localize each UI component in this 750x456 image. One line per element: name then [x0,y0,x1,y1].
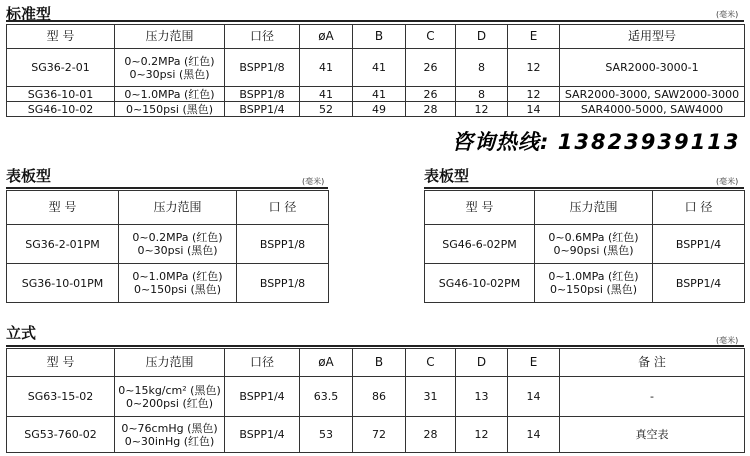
header-pressure-range: 压力范围 [535,191,653,225]
cell-dim-a: 41 [300,49,353,87]
cell-port: BSPP1/4 [225,377,300,417]
cell-dim-d: 12 [456,102,508,117]
panel-left-unit-label: (毫米) [302,177,325,186]
cell-dim-d: 12 [456,417,508,453]
standard-spec-table [6,24,745,117]
cell-dim-c: 26 [406,49,456,87]
header-pressure-range: 压力范围 [119,191,237,225]
cell-port: BSPP1/8 [225,49,300,87]
cell-model: SG46-10-02PM [425,264,535,303]
header-dim-c: C [406,25,456,49]
cell-dim-b: 41 [353,49,406,87]
header-dim-a: øA [300,25,353,49]
panel-right-section-title: 表板型 [424,167,470,185]
panel-left-spec-table [6,190,329,303]
panel-right-divider [424,187,744,189]
cell-dim-b: 49 [353,102,406,117]
header-model: 型 号 [425,191,535,225]
cell-dim-a: 41 [300,87,353,102]
standard-section-title: 标准型 [6,5,52,23]
header-dim-d: D [456,25,508,49]
cell-dim-b: 41 [353,87,406,102]
cell-port: BSPP1/8 [237,225,329,264]
cell-pressure-range: 0~0.2MPa (红色) 0~30psi (黑色) [119,225,237,264]
cell-dim-c: 28 [406,102,456,117]
hotline-label: 咨询热线: [452,130,550,154]
header-dim-b: B [353,25,406,49]
cell-applicable-model: SAR2000-3000, SAW2000-3000 [560,87,745,102]
header-dim-a: øA [300,349,353,377]
cell-dim-c: 26 [406,87,456,102]
header-port: 口径 [225,25,300,49]
cell-model: SG63-15-02 [7,377,115,417]
cell-model: SG36-10-01 [7,87,115,102]
panel-left-divider [6,187,328,189]
cell-pressure-range: 0~1.0MPa (红色) [115,87,225,102]
cell-dim-e: 12 [508,87,560,102]
vertical-section-title: 立式 [6,324,37,342]
table-row [7,102,745,117]
table-row [7,377,745,417]
header-dim-e: E [508,349,560,377]
cell-dim-e: 12 [508,49,560,87]
cell-dim-d: 13 [456,377,508,417]
cell-port: BSPP1/8 [237,264,329,303]
vertical-divider [6,345,744,347]
cell-note: - [560,377,745,417]
standard-unit-label: (毫米) [716,10,739,19]
cell-dim-a: 53 [300,417,353,453]
cell-port: BSPP1/4 [653,225,745,264]
cell-dim-e: 14 [508,102,560,117]
cell-pressure-range: 0~76cmHg (黑色) 0~30inHg (红色) [115,417,225,453]
header-applicable-model: 适用型号 [560,25,745,49]
cell-pressure-range: 0~150psi (黑色) [115,102,225,117]
table-header-row [7,25,745,49]
header-dim-d: D [456,349,508,377]
cell-dim-e: 14 [508,377,560,417]
panel-right-spec-table [424,190,745,303]
header-model: 型 号 [7,191,119,225]
header-note: 备 注 [560,349,745,377]
cell-dim-d: 8 [456,49,508,87]
header-pressure-range: 压力范围 [115,25,225,49]
table-row [7,225,329,264]
standard-divider [6,20,744,22]
cell-port: BSPP1/8 [225,87,300,102]
header-pressure-range: 压力范围 [115,349,225,377]
table-row [425,225,745,264]
vertical-spec-table [6,348,745,453]
cell-port: BSPP1/4 [653,264,745,303]
hotline-number: 13823939113 [557,130,741,154]
cell-model: SG53-760-02 [7,417,115,453]
cell-dim-a: 63.5 [300,377,353,417]
cell-applicable-model: SAR2000-3000-1 [560,49,745,87]
cell-dim-d: 8 [456,87,508,102]
panel-right-unit-label: (毫米) [716,177,739,186]
table-row [7,417,745,453]
table-row [7,264,329,303]
vertical-unit-label: (毫米) [716,336,739,345]
cell-dim-c: 28 [406,417,456,453]
header-dim-e: E [508,25,560,49]
cell-applicable-model: SAR4000-5000, SAW4000 [560,102,745,117]
header-model: 型 号 [7,349,115,377]
table-row [7,49,745,87]
cell-dim-e: 14 [508,417,560,453]
header-dim-c: C [406,349,456,377]
header-port: 口径 [225,349,300,377]
cell-pressure-range: 0~1.0MPa (红色) 0~150psi (黑色) [119,264,237,303]
cell-pressure-range: 0~0.2MPa (红色) 0~30psi (黑色) [115,49,225,87]
cell-dim-c: 31 [406,377,456,417]
header-dim-b: B [353,349,406,377]
cell-dim-b: 72 [353,417,406,453]
cell-pressure-range: 0~0.6MPa (红色) 0~90psi (黑色) [535,225,653,264]
cell-pressure-range: 0~15kg/cm² (黑色) 0~200psi (红色) [115,377,225,417]
hotline-banner [452,126,740,156]
cell-model: SG46-10-02 [7,102,115,117]
table-row [7,87,745,102]
cell-dim-a: 52 [300,102,353,117]
cell-dim-b: 86 [353,377,406,417]
cell-pressure-range: 0~1.0MPa (红色) 0~150psi (黑色) [535,264,653,303]
cell-model: SG36-2-01 [7,49,115,87]
table-row [425,264,745,303]
cell-note: 真空表 [560,417,745,453]
header-model: 型 号 [7,25,115,49]
cell-port: BSPP1/4 [225,417,300,453]
table-header-row [7,349,745,377]
table-header-row [7,191,329,225]
cell-model: SG36-10-01PM [7,264,119,303]
table-header-row [425,191,745,225]
panel-left-section-title: 表板型 [6,167,52,185]
header-port: 口 径 [653,191,745,225]
cell-model: SG36-2-01PM [7,225,119,264]
cell-model: SG46-6-02PM [425,225,535,264]
header-port: 口 径 [237,191,329,225]
cell-port: BSPP1/4 [225,102,300,117]
